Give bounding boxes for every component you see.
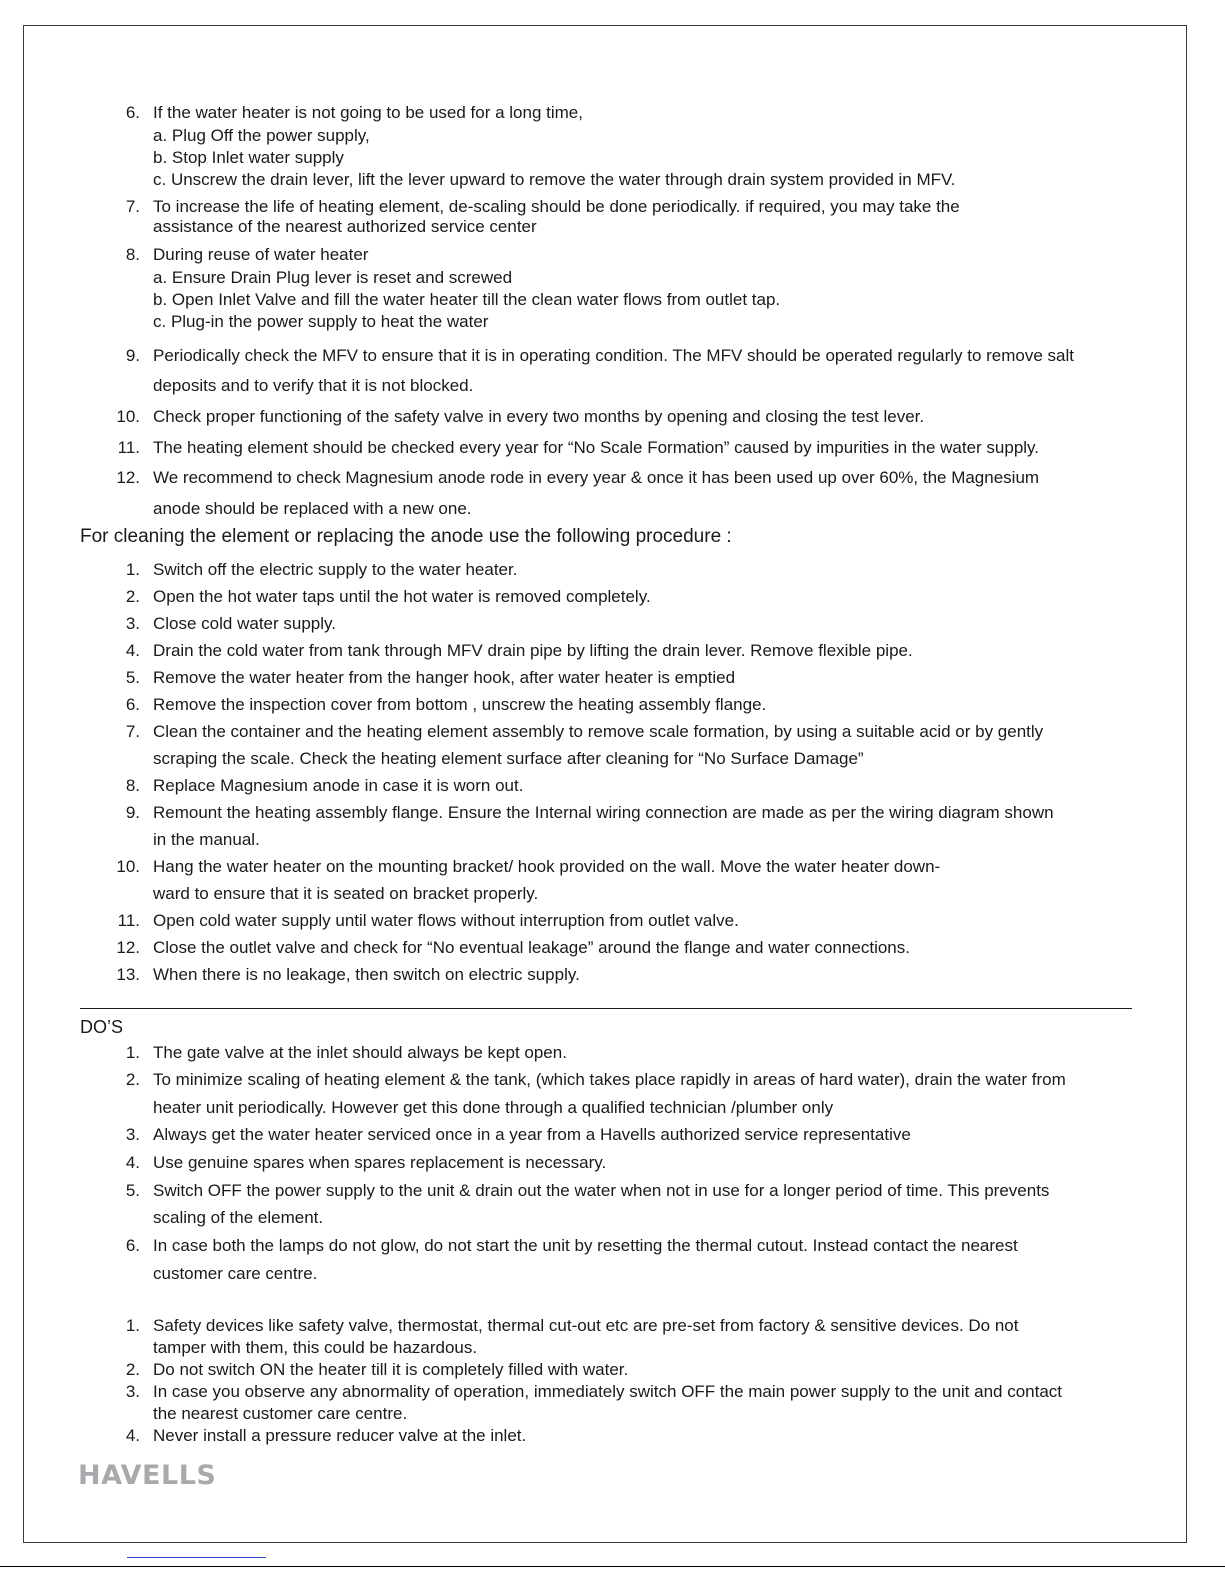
item-number: 7. <box>125 197 140 216</box>
item-text-continued: assistance of the nearest authorized service center <box>153 217 537 236</box>
item-number: 5. <box>125 668 140 687</box>
item-text-continued: anode should be replaced with a new one. <box>153 499 472 518</box>
section-divider <box>80 1008 1132 1009</box>
item-number: 13. <box>116 965 140 984</box>
item-number: 2. <box>125 1070 140 1089</box>
item-text-continued: the nearest customer care centre. <box>153 1404 408 1423</box>
item-number: 10. <box>116 407 140 426</box>
item-text-continued: ward to ensure that it is seated on bracket properly. <box>153 884 539 903</box>
item-text: When there is no leakage, then switch on electric supply. <box>153 965 580 984</box>
item-text-continued: scraping the scale. Check the heating element surface after cleaning for “No Surface Damage” <box>153 749 864 768</box>
item-text: We recommend to check Magnesium anode rode in every year & once it has been used up over 60%, the Magnesium <box>153 468 1040 487</box>
item-number: 6. <box>125 103 140 122</box>
item-text-continued: deposits and to verify that it is not blocked. <box>153 376 474 395</box>
sub-item: a. Plug Off the power supply, <box>153 126 370 145</box>
item-text: Open the hot water taps until the hot water is removed completely. <box>153 587 651 606</box>
item-text: If the water heater is not going to be used for a long time, <box>153 103 583 122</box>
item-text: Hang the water heater on the mounting bracket/ hook provided on the wall. Move the water heater down- <box>153 857 941 876</box>
item-text-continued: scaling of the element. <box>153 1208 324 1227</box>
item-number: 5. <box>125 1181 140 1200</box>
item-number: 3. <box>125 1125 140 1144</box>
item-number: 3. <box>125 1382 140 1401</box>
item-text: Remove the water heater from the hanger hook, after water heater is emptied <box>153 668 736 687</box>
item-number: 9. <box>125 346 140 365</box>
item-text: Close the outlet valve and check for “No eventual leakage” around the flange and water connections. <box>153 938 910 957</box>
item-text: Switch off the electric supply to the water heater. <box>153 560 518 579</box>
item-text: Remount the heating assembly flange. Ensure the Internal wiring connection are made as per the wiring diagram shown <box>153 803 1054 822</box>
item-text: Replace Magnesium anode in case it is worn out. <box>153 776 524 795</box>
dos-title: DO’S <box>80 1017 124 1037</box>
item-number: 2. <box>125 1360 140 1379</box>
item-text: Check proper functioning of the safety valve in every two months by opening and closing the test lever. <box>153 407 925 426</box>
section-heading: For cleaning the element or replacing the anode use the following procedure : <box>80 526 732 547</box>
item-number: 6. <box>125 1236 140 1255</box>
item-number: 4. <box>125 1153 140 1172</box>
sub-item: b. Stop Inlet water supply <box>153 148 344 167</box>
item-text: To increase the life of heating element, de-scaling should be done periodically. if required, you may take the <box>153 197 960 216</box>
item-number: 12. <box>116 938 140 957</box>
item-text-continued: heater unit periodically. However get this done through a qualified technician /plumber only <box>153 1098 834 1117</box>
havells-logo: HAVELLS <box>78 1460 217 1491</box>
item-number: 9. <box>125 803 140 822</box>
item-text: Close cold water supply. <box>153 614 336 633</box>
item-text-continued: in the manual. <box>153 830 260 849</box>
item-text: Periodically check the MFV to ensure that it is in operating condition. The MFV should be operated regularly to remove salt <box>153 346 1074 365</box>
item-number: 10. <box>116 857 140 876</box>
item-text: Remove the inspection cover from bottom , unscrew the heating assembly flange. <box>153 695 767 714</box>
item-number: 1. <box>125 1316 140 1335</box>
sub-item: c. Plug-in the power supply to heat the water <box>153 312 489 331</box>
item-number: 1. <box>125 560 140 579</box>
item-number: 1. <box>125 1043 140 1062</box>
item-text: Always get the water heater serviced once in a year from a Havells authorized service representative <box>153 1125 911 1144</box>
sub-item: b. Open Inlet Valve and fill the water heater till the clean water flows from outlet tap. <box>153 290 781 309</box>
item-number: 3. <box>125 614 140 633</box>
item-text: Switch OFF the power supply to the unit & drain out the water when not in use for a longer period of time. This prevents <box>153 1181 1050 1200</box>
item-text: Drain the cold water from tank through MFV drain pipe by lifting the drain lever. Remove flexible pipe. <box>153 641 913 660</box>
page-bottom-rule <box>0 1566 1225 1567</box>
item-number: 7. <box>125 722 140 741</box>
sub-item: c. Unscrew the drain lever, lift the lever upward to remove the water through drain system provided in MFV. <box>153 170 956 189</box>
item-text: To minimize scaling of heating element & the tank, (which takes place rapidly in areas of hard water), drain the water from <box>153 1070 1066 1089</box>
item-text: Do not switch ON the heater till it is completely filled with water. <box>153 1360 629 1379</box>
item-text-continued: customer care centre. <box>153 1264 318 1283</box>
item-number: 11. <box>117 438 140 457</box>
item-text: Use genuine spares when spares replacement is necessary. <box>153 1153 607 1172</box>
item-number: 12. <box>116 468 140 487</box>
item-text: Safety devices like safety valve, thermostat, thermal cut-out etc are pre-set from factory & sensitive devices. Do not <box>153 1316 1019 1335</box>
footer-link-underline <box>127 1557 266 1558</box>
item-text: Never install a pressure reducer valve at the inlet. <box>153 1426 527 1445</box>
item-text: During reuse of water heater <box>153 245 369 264</box>
item-number: 2. <box>125 587 140 606</box>
item-number: 6. <box>125 695 140 714</box>
item-number: 4. <box>125 641 140 660</box>
item-text-continued: tamper with them, this could be hazardous. <box>153 1338 478 1357</box>
item-text: The gate valve at the inlet should always be kept open. <box>153 1043 567 1062</box>
item-number: 4. <box>125 1426 140 1445</box>
item-number: 8. <box>125 245 140 264</box>
item-text: Open cold water supply until water flows without interruption from outlet valve. <box>153 911 739 930</box>
item-text: In case you observe any abnormality of operation, immediately switch OFF the main power supply to the unit and contact <box>153 1382 1063 1401</box>
item-text: The heating element should be checked every year for “No Scale Formation” caused by impurities in the water supply. <box>153 438 1040 457</box>
item-text: Clean the container and the heating element assembly to remove scale formation, by using a suitable acid or by gently <box>153 722 1044 741</box>
sub-item: a. Ensure Drain Plug lever is reset and screwed <box>153 268 513 287</box>
item-number: 11. <box>117 911 140 930</box>
item-text: In case both the lamps do not glow, do not start the unit by resetting the thermal cutout. Instead contact the nearest <box>153 1236 1018 1255</box>
item-number: 8. <box>125 776 140 795</box>
